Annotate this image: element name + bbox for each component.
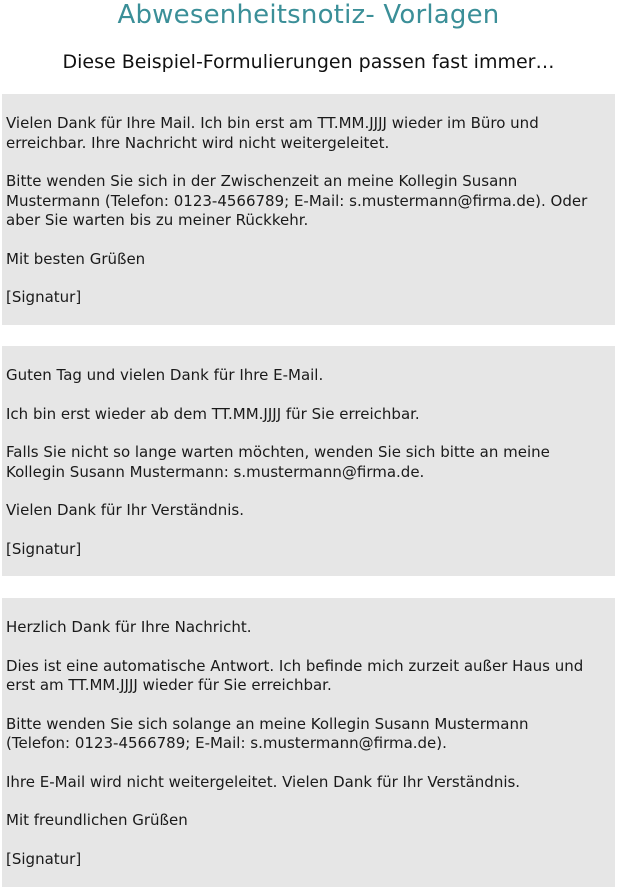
template-3-paragraph: Dies ist eine automatische Antwort. Ich befinde mich zurzeit außer Haus und erst am TT.MM.JJJJ wieder für Sie erreichbar. (6, 656, 584, 694)
template-3-signature: [Signatur] (6, 849, 82, 868)
template-2-signature: [Signatur] (6, 539, 82, 558)
template-3-paragraph: Ihre E-Mail wird nicht weitergeleitet. Vielen Dank für Ihr Verständnis. (6, 772, 521, 791)
page-title: Abwesenheitsnotiz- Vorlagen (117, 0, 500, 30)
template-1-paragraph: Vielen Dank für Ihre Mail. Ich bin erst am TT.MM.JJJJ wieder im Büro und erreichbar. Ihre Nachricht wird nicht weitergeleitet. (6, 114, 539, 152)
template-3-paragraph: Bitte wenden Sie sich solange an meine Kollegin Susann Mustermann (Telefon: 0123-4566789; E-Mail: s.mustermann@firma.de). (6, 714, 529, 752)
template-box-2 (2, 346, 615, 576)
template-3-closing: Mit freundlichen Grüßen (6, 811, 188, 829)
page-subtitle: Diese Beispiel-Formulierungen passen fast immer… (62, 51, 555, 73)
template-2-paragraph: Falls Sie nicht so lange warten möchten, wenden Sie sich bitte an meine Kollegin Susann Mustermann: s.mustermann@firma.de. (6, 443, 550, 481)
template-2-paragraph: Ich bin erst wieder ab dem TT.MM.JJJJ für Sie erreichbar. (6, 404, 420, 423)
template-3-greeting: Herzlich Dank für Ihre Nachricht. (6, 618, 252, 636)
template-2-greeting: Guten Tag und vielen Dank für Ihre E-Mail. (6, 366, 324, 384)
template-box-1 (2, 94, 615, 325)
template-2-closing: Vielen Dank für Ihr Verständnis. (6, 501, 244, 519)
template-1-closing: Mit besten Grüßen (6, 249, 146, 268)
template-1-signature: [Signatur] (6, 288, 82, 306)
template-box-3 (2, 598, 615, 887)
template-1-paragraph: Bitte wenden Sie sich in der Zwischenzeit an meine Kollegin Susann Mustermann (Telefon: 0123-4566789; E-Mail: s.mustermann@firma.de). Oder aber Sie warten bis zu meiner Rückkehr. (6, 172, 588, 229)
